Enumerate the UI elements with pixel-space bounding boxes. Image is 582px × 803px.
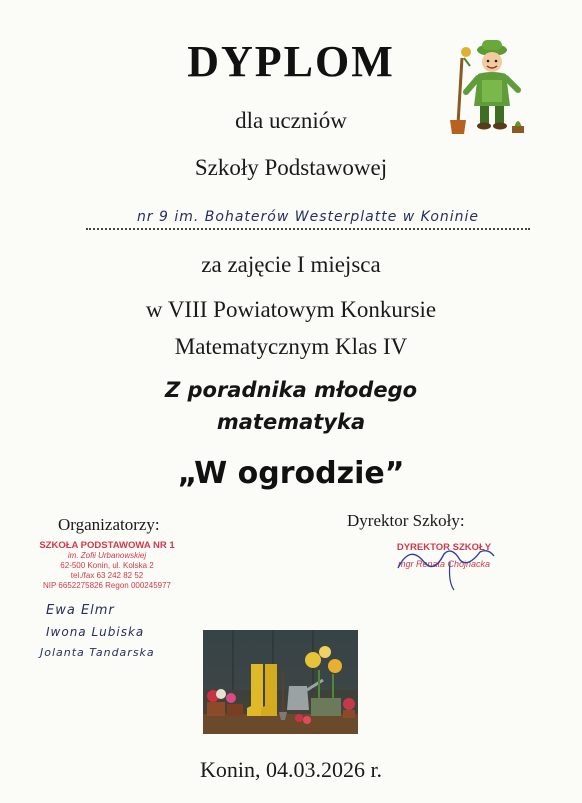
contest-line: w VIII Powiatowym Konkursie — [145, 297, 437, 322]
school-name-field — [86, 208, 530, 230]
director-signature — [390, 538, 500, 594]
garden-tools-photo — [203, 630, 358, 734]
organizer-signature-3: Jolanta Tandarska — [40, 646, 155, 659]
contest-class-line: Matematycznym Klas IV — [174, 334, 408, 359]
stamp-line-1: SZKOŁA PODSTAWOWA NR 1 — [39, 540, 175, 551]
school-type-line: Szkoły Podstawowej — [194, 155, 388, 180]
school-name-handwritten: nr 9 im. Bohaterów Westerplatte w Koninie — [136, 209, 480, 225]
recipient-line: dla uczniów — [235, 108, 347, 133]
stamp-line-5: NIP 6652275826 Regon 000245977 — [43, 581, 171, 590]
issue-date: Konin, 04.03.2026 r. — [199, 757, 383, 782]
subtitle-line-1: Z poradnika młodego — [164, 378, 418, 402]
organizer-signature-2: Iwona Lubiska — [46, 625, 145, 639]
stamp-line-4: tel./fax 63 242 82 52 — [70, 571, 144, 580]
diploma-title: DYPLOM — [187, 37, 395, 86]
organizer-signature-1: Ewa Elmr — [46, 603, 115, 618]
director-stamp-name: mgr Renata Chojnacka — [397, 559, 491, 569]
director-stamp-title: DYREKTOR SZKOŁY — [396, 542, 492, 553]
stamp-line-2: im. Zofii Urbanowskiej — [67, 551, 147, 560]
achievement-line: za zajęcie I miejsca — [201, 252, 381, 277]
subtitle-line-2: matematyka — [216, 410, 366, 434]
stamp-line-3: 62-500 Konin, ul. Kolska 2 — [60, 561, 154, 570]
school-stamp — [34, 541, 180, 591]
contest-title: „W ogrodzie” — [177, 456, 405, 491]
organizers-label: Organizatorzy: — [58, 515, 160, 534]
director-label: Dyrektor Szkoły: — [347, 511, 465, 530]
